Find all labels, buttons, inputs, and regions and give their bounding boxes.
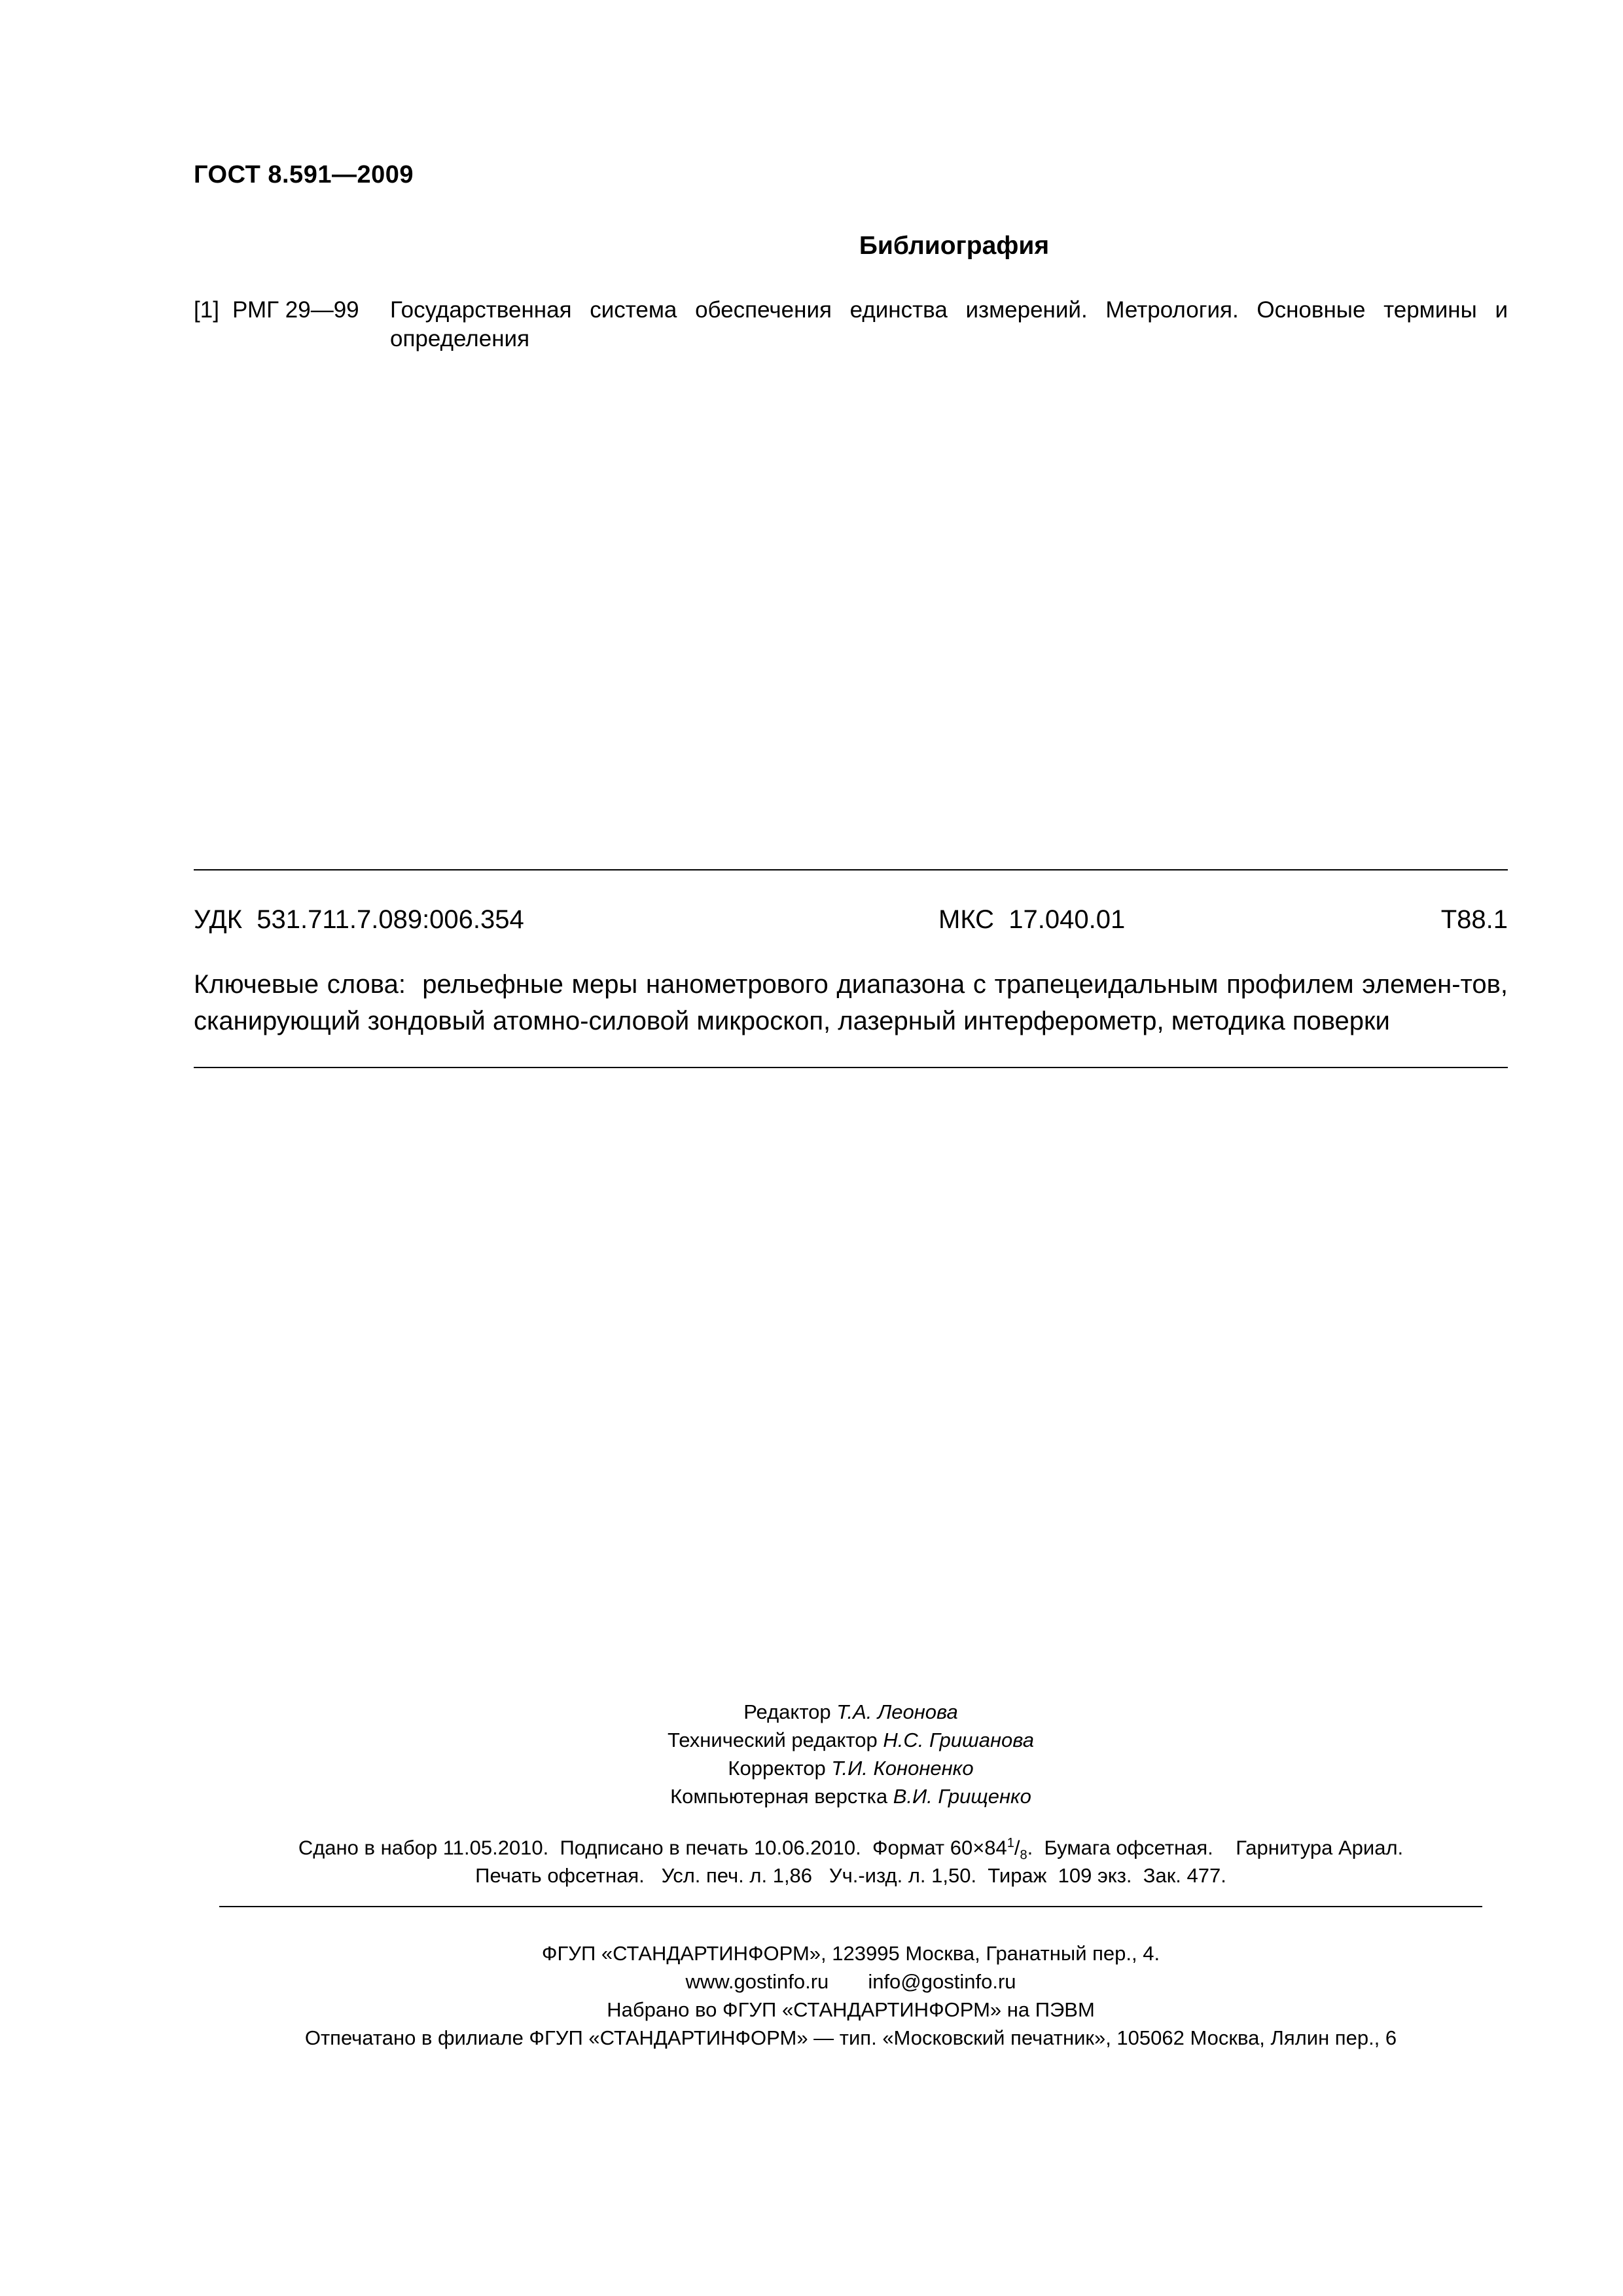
credit-role: Компьютерная верстка (670, 1785, 888, 1808)
format-subscript: 8 (1020, 1848, 1027, 1863)
keywords: Ключевые слова: рельефные меры нанометрового диапазона с трапецеидальным профилем элемен-тов, сканирующий зондовый атомно-силовой микроскоп, лазерный интерферометр, методика поверки (194, 970, 1516, 1035)
publisher-address: ФГУП «СТАНДАРТИНФОРМ», 123995 Москва, Гранатный пер., 4. (541, 1942, 1160, 1965)
credit-person: Т.А. Леонова (836, 1700, 958, 1723)
divider-middle (194, 1067, 1508, 1068)
entry-number: [1] (194, 297, 219, 323)
divider-imprint (219, 1906, 1482, 1907)
credit-role: Технический редактор (668, 1729, 878, 1751)
imprint-line-1: Сдано в набор 11.05.2010. Подписано в печать 10.06.2010. Формат $60\times 84^1/_8$. Бумага офсетная. Гарнитура Ариал. (298, 1836, 1404, 1863)
divider-top (194, 869, 1508, 870)
credit-tech-editor (194, 1729, 1508, 1752)
credit-person: Т.И. Кононенко (831, 1757, 974, 1780)
credit-role: Редактор (743, 1700, 831, 1723)
credit-role: Корректор (728, 1757, 826, 1780)
imprint-text: Сдано в набор 11.05.2010. Подписано в печать 10.06.2010. Формат 60×84 (298, 1836, 1007, 1859)
publisher-contacts (194, 1970, 1508, 1994)
publisher-website: www.gostinfo.ru (685, 1970, 829, 1993)
publisher-typeset: Набрано во ФГУП «СТАНДАРТИНФОРМ» на ПЭВМ (607, 1998, 1095, 2021)
entry-code: РМГ 29—99 (232, 297, 359, 323)
imprint-line-2: Печать офсетная. Усл. печ. л. 1,86 Уч.-изд. л. 1,50. Тираж 109 экз. Зак. 477. (475, 1864, 1226, 1887)
group-code: Т88.1 (1440, 905, 1508, 934)
document-code: ГОСТ 8.591—2009 (194, 161, 414, 188)
entry-text: Государственная система обеспечения единства измерений. Метрология. Основные термины и определения (390, 297, 1508, 351)
bibliography-title: Библиография (859, 232, 1050, 260)
imprint-text: . Бумага офсетная. Гарнитура Ариал. (1027, 1836, 1404, 1859)
credit-layout (194, 1785, 1508, 1808)
publisher-email: info@gostinfo.ru (868, 1970, 1016, 1993)
credit-person: Н.С. Гришанова (883, 1729, 1034, 1751)
mks-code: МКС 17.040.01 (938, 905, 1126, 934)
credit-editor (194, 1700, 1508, 1724)
credit-corrector (194, 1757, 1508, 1780)
format-superscript: 1 (1007, 1836, 1014, 1850)
publisher-printed: Отпечатано в филиале ФГУП «СТАНДАРТИНФОРМ» — тип. «Московский печатник», 105062 Москва, Лялин пер., 6 (304, 2026, 1397, 2049)
credit-person: В.И. Грищенко (893, 1785, 1031, 1808)
udk-code: УДК 531.711.7.089:006.354 (194, 905, 524, 934)
